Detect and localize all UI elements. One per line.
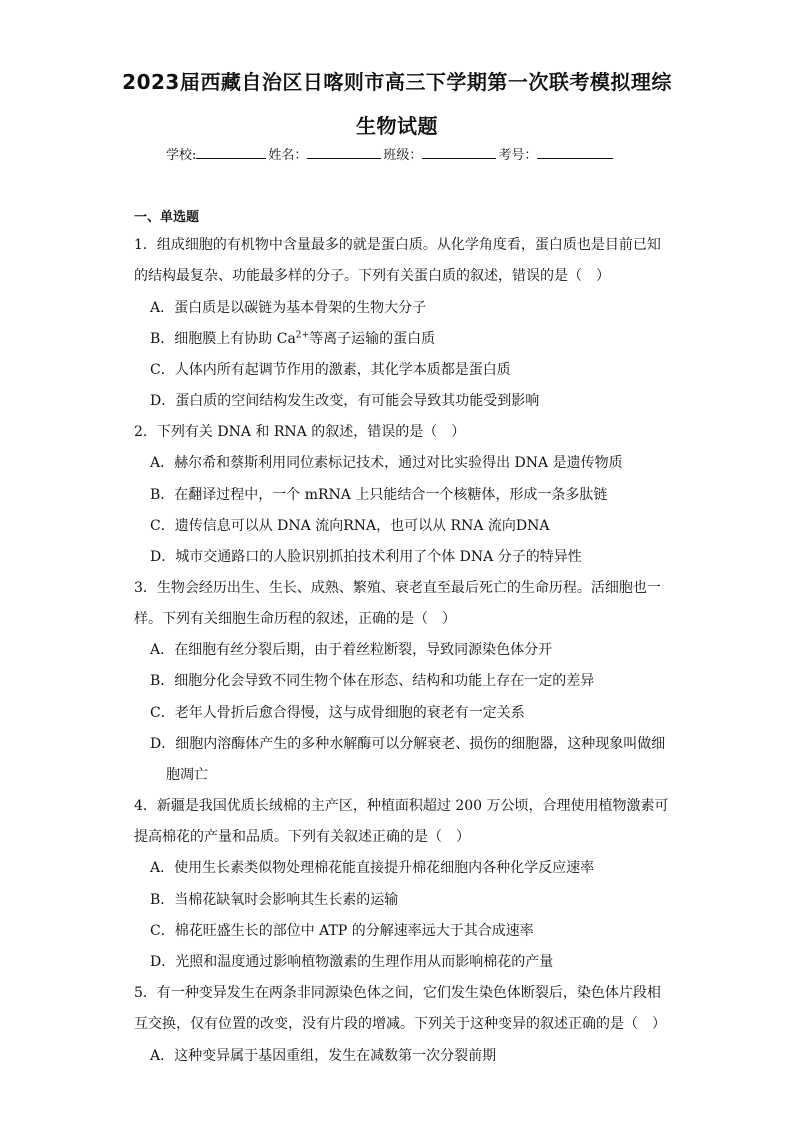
q3-option-d: D．细胞内溶酶体产生的多种水解酶可以分解衰老、损伤的细胞器，这种现象叫做细	[150, 736, 666, 752]
q3-option-d-continued: 胞凋亡	[166, 767, 208, 783]
q2-option-a: A．赫尔希和蔡斯利用同位素标记技术，通过对比实验得出 DNA 是遗传物质	[150, 455, 623, 471]
q2-stem-line1: 2．下列有关 DNA 和 RNA 的叙述，错误的是（ ）	[134, 424, 466, 440]
name-label: 姓名：	[268, 148, 308, 163]
q1-option-b-post: 等离子运输的蛋白质	[309, 331, 436, 347]
q3-option-a: A．在细胞有丝分裂后期，由于着丝粒断裂，导致同源染色体分开	[150, 642, 553, 658]
exam-title-line1: 2023届西藏自治区日喀则市高三下学期第一次联考模拟理综	[122, 70, 672, 94]
school-label: 学校:	[166, 148, 197, 163]
section-title: 一、单选题	[134, 210, 200, 225]
q2-option-c: C．遗传信息可以从 DNA 流向RNA，也可以从 RNA 流向DNA	[150, 518, 550, 534]
q2-option-b: B．在翻译过程中，一个 mRNA 上只能结合一个核糖体，形成一条多肽链	[150, 487, 608, 503]
exam-number-label: 考号：	[498, 148, 538, 163]
school-blank[interactable]	[196, 144, 266, 159]
q5-option-a: A．这种变异属于基因重组，发生在减数第一次分裂前期	[150, 1048, 497, 1064]
q3-stem-line1: 3．生物会经历出生、生长、成熟、繁殖、衰老直至最后死亡的生命历程。活细胞也一	[134, 580, 661, 596]
q1-option-c: C．人体内所有起调节作用的激素，其化学本质都是蛋白质	[150, 362, 511, 378]
q3-option-c: C．老年人骨折后愈合得慢，这与成骨细胞的衰老有一定关系	[150, 705, 525, 721]
q4-option-d: D．光照和温度通过影响植物激素的生理作用从而影响棉花的产量	[150, 954, 554, 970]
q1-option-b-superscript: 2+	[295, 330, 310, 341]
student-info-row	[166, 144, 615, 163]
q1-option-a: A．蛋白质是以碳链为基本骨架的生物大分子	[150, 300, 427, 316]
q3-stem-line2: 样。下列有关细胞生命历程的叙述，正确的是（ ）	[134, 611, 456, 627]
q4-option-c: C．棉花旺盛生长的部位中 ATP 的分解速率远大于其合成速率	[150, 923, 534, 939]
exam-number-blank[interactable]	[537, 144, 613, 159]
q4-option-b: B．当棉花缺氧时会影响其生长素的运输	[150, 892, 399, 908]
class-label: 班级：	[383, 148, 423, 163]
exam-title-line2: 生物试题	[356, 114, 438, 138]
q2-option-d: D．城市交通路口的人脸识别抓拍技术利用了个体 DNA 分子的特异性	[150, 549, 582, 565]
q1-option-d: D．蛋白质的空间结构发生改变，有可能会导致其功能受到影响	[150, 393, 540, 409]
q1-stem-line1: 1．组成细胞的有机物中含量最多的就是蛋白质。从化学角度看，蛋白质也是目前已知	[134, 237, 661, 253]
q5-stem-line1: 5．有一种变异发生在两条非同源染色体之间，它们发生染色体断裂后，染色体片段相	[134, 985, 661, 1001]
name-blank[interactable]	[307, 144, 381, 159]
q4-option-a: A．使用生长素类似物处理棉花能直接提升棉花细胞内各种化学反应速率	[150, 860, 595, 876]
q3-option-b: B．细胞分化会导致不同生物个体在形态、结构和功能上存在一定的差异	[150, 673, 595, 689]
q1-option-b-pre: B．细胞膜上有协助 Ca	[150, 331, 296, 347]
q1-stem-line2: 的结构最复杂、功能最多样的分子。下列有关蛋白质的叙述，错误的是（ ）	[134, 268, 610, 284]
q4-stem-line2: 提高棉花的产量和品质。下列有关叙述正确的是（ ）	[134, 829, 470, 845]
q4-stem-line1: 4．新疆是我国优质长绒棉的主产区，种植面积超过 200 万公顷，合理使用植物激素可	[134, 798, 669, 814]
q1-option-b	[150, 328, 435, 348]
class-blank[interactable]	[422, 144, 496, 159]
q5-stem-line2: 互交换，仅有位置的改变，没有片段的增减。下列关于这种变异的叙述正确的是（ ）	[134, 1016, 666, 1032]
